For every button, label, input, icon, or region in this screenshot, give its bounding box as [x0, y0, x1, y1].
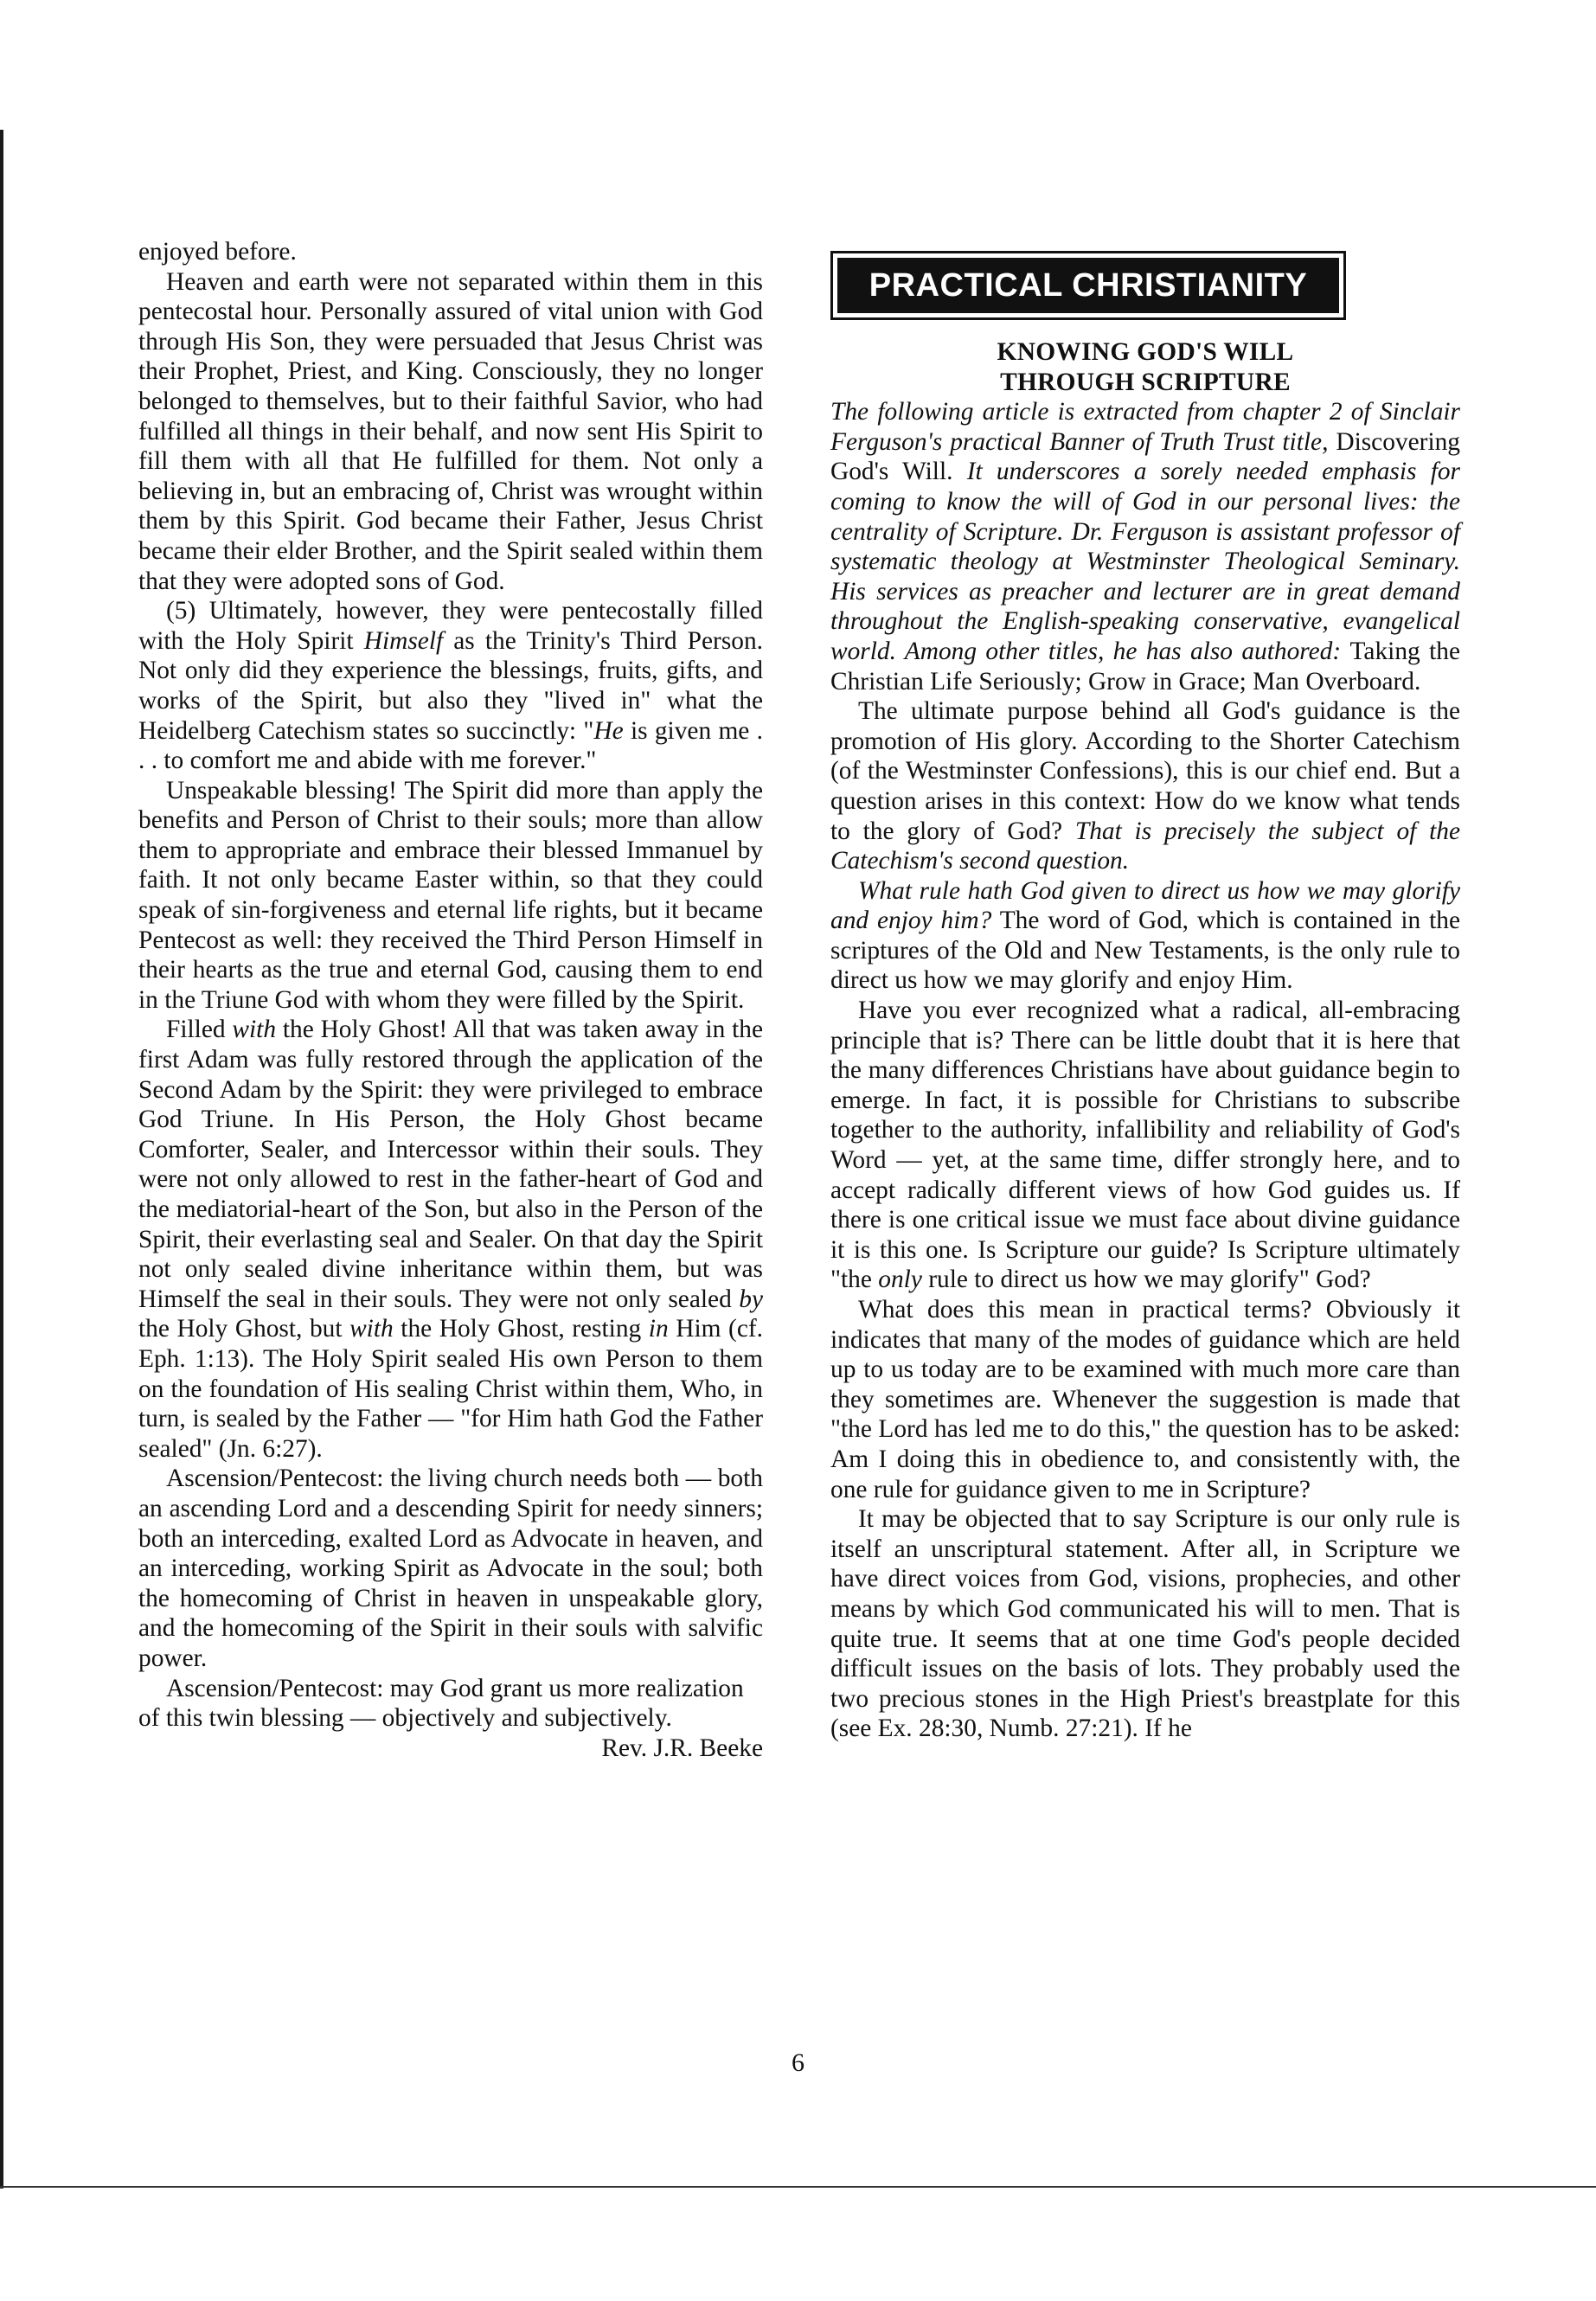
emphasis: with — [349, 1315, 394, 1343]
paragraph-heaven-earth: Heaven and earth were not separated within them in this pentecostal hour. Personally assured of vital union with God through His Son, they were persuaded that Jesus Christ was their Prophet, Priest, and King. Consciously, they no longer belonged to themselves, but to their faithful Savior, who had fulfilled all things in their behalf, and now sent His Spirit to fill them with all that He fulfilled for them. Not only a believing in, but an embracing of, Christ was wrought within them by this Spirit. God became their Father, Jesus Christ became their elder Brother, and the Spirit sealed within them that they were adopted sons of God. — [138, 267, 763, 595]
text-run: Filled — [166, 1016, 233, 1044]
emphasis: That is precisely the subject of the Catechism's second question. — [830, 817, 1460, 875]
page-number: 6 — [792, 2048, 804, 2077]
text-run: rule to direct us how we may glorify" God? — [921, 1266, 1371, 1294]
paragraph-ultimate-purpose — [830, 696, 1460, 876]
paragraph-point-5 — [138, 596, 763, 776]
text-run: the Holy Ghost, but — [138, 1315, 350, 1343]
headline-line: KNOWING GOD'S WILL — [997, 338, 1294, 366]
text-run: Him (cf. Eph. 1:13). The Holy Spirit sealed His own Person to them on the foundation of His sealing Christ within them, Who, in turn, is sealed by the Father — "for Him hath God the Father sealed" (Jn. 6:27). — [138, 1315, 764, 1463]
headline-line: THROUGH SCRIPTURE — [1000, 368, 1291, 396]
emphasis: What rule hath God given to direct us how we may glorify and enjoy him? — [830, 876, 1460, 935]
text-run: It underscores a sorely needed emphasis for coming to know the will of God in our personal lives: the centrality of Scripture. Dr. Ferguson is assistant professor of systematic theology at Westminster Theological Seminary. His services as preacher and lecturer are in great demand throughout the English-speaking conservative, evangelical world. Among other titles, he has also authored: — [830, 458, 1460, 665]
section-banner-label: PRACTICAL CHRISTIANITY — [837, 258, 1339, 313]
paragraph-unspeakable-blessing: Unspeakable blessing! The Spirit did more than apply the benefits and Person of Christ to their souls; more than allow them to appropriate and embrace their blessed Immanuel by faith. It not only became Easter within, so that they could speak of sin-forgiveness and eternal life rights, but it became Pentecost as well: they received the Third Person Himself in their hearts as the true and eternal God, causing them to end in the Triune God with whom they were filled by the Spirit. — [138, 776, 763, 1014]
paragraph-ascension-1: Ascension/Pentecost: the living church needs both — both an ascending Lord and a descending Spirit for needy sinners; both an interceding, exalted Lord as Advocate in heaven, and an interceding, working Spirit as Advocate in the soul; both the homecoming of Christ in heaven in unspeakable glory, and the homecoming of the Spirit in their souls with salvific power. — [138, 1465, 763, 1672]
paragraph-what-rule — [830, 876, 1460, 996]
article-introduction — [830, 397, 1460, 696]
emphasis: only — [878, 1266, 922, 1294]
book-titles: Taking the Christian Life Seriously; Grow in Grace; Man Overboard. — [830, 637, 1461, 695]
paragraph-radical-principle — [830, 996, 1460, 1295]
paragraph-enjoyed: enjoyed before. — [138, 238, 297, 266]
text-run: the Holy Ghost, resting — [393, 1315, 649, 1343]
text-run: is given me . . . to comfort me and abide with me forever." — [138, 716, 763, 775]
text-run: as the Trinity's Third Person. Not only did they experience the blessings, fruits, gifts, and works of the Spirit, but also they "lived in" what the Heidelberg Catechism states so succinctly: " — [138, 626, 764, 745]
emphasis: by — [739, 1285, 763, 1313]
emphasis: with — [232, 1016, 277, 1044]
text-run: Ascension/Pentecost: may God grant us more realization of this twin blessing — objectively and subjectively. — [138, 1674, 744, 1733]
left-column — [138, 237, 763, 1763]
author-signature: Rev. J.R. Beeke — [601, 1734, 763, 1762]
page-edge-bottom — [0, 2186, 1596, 2188]
text-run: the Holy Ghost! All that was taken away in the first Adam was fully restored through the application of the Second Adam by the Spirit: they were privileged to embrace God Triune. In His Person, the Holy Ghost became Comforter, Sealer, and Intercessor within their souls. They were not only allowed to rest in the father-heart of God and the mediatorial-heart of the Son, but also in the Person of the Spirit, their everlasting seal and Sealer. On that day the Spirit not only sealed divine inheritance within them, but was Himself the seal in their souls. They were not only sealed — [138, 1016, 763, 1313]
text-run: The ultimate purpose behind all God's guidance is the promotion of His glory. According to the Shorter Catechism (of the Westminster Confessions), this is our chief end. But a question arises in this context: How do we know what tends to the glory of God? — [830, 697, 1460, 845]
paragraph-ascension-2 — [138, 1674, 763, 1762]
emphasis: in — [648, 1315, 669, 1343]
right-column — [830, 237, 1460, 1744]
text-run: The following article is extracted from chapter 2 of Sinclair Ferguson's practical Banner of Truth Trust title, — [830, 398, 1460, 456]
text-run: Have you ever recognized what a radical, all-embracing principle that is? There can be little doubt that it is here that the many differences Christians have about guidance begin to emerge. In fact, it is possible for Christians to subscribe together to the authority, infallibility and reliability of God's Word — yet, at the same time, differ strongly here, and to accept radically different views of how God guides us. If there is one critical issue we must face about divine guidance it is this one. Is Scripture our guide? Is Scripture ultimately "the — [830, 997, 1460, 1294]
paragraph-objection: It may be objected that to say Scripture is our only rule is itself an unscriptural statement. After all, in Scripture we have direct voices from God, visions, prophecies, and other means by which God communicated his will to men. That is quite true. It seems that at one time God's people decided difficult issues on the basis of lots. They probably used the two precious stones in the High Priest's breastplate for this (see Ex. 28:30, Numb. 27:21). If he — [830, 1505, 1460, 1743]
text-run: The word of God, which is contained in the scriptures of the Old and New Testaments, is the only rule to direct us how we may glorify and enjoy Him. — [830, 907, 1460, 995]
section-banner — [830, 251, 1346, 320]
text-run: (5) Ultimately, however, they were pentecostally filled with the Holy Spirit — [138, 597, 763, 655]
paragraph-filled-with — [138, 1015, 763, 1464]
book-title: Discovering God's Will. — [830, 427, 1460, 486]
page-edge-left — [0, 130, 3, 2189]
paragraph-practical-terms: What does this mean in practical terms? Obviously it indicates that many of the modes of guidance which are held up to us today are to be examined with much more care than they sometimes are. Whenever the suggestion is made that "the Lord has led me to do this," the question has to be asked: Am I doing this in obedience to, and consistently with, the one rule for guidance given to me in Scripture? — [830, 1296, 1460, 1503]
emphasis: Himself — [363, 626, 444, 655]
article-headline — [830, 337, 1460, 397]
emphasis: He — [593, 716, 624, 745]
